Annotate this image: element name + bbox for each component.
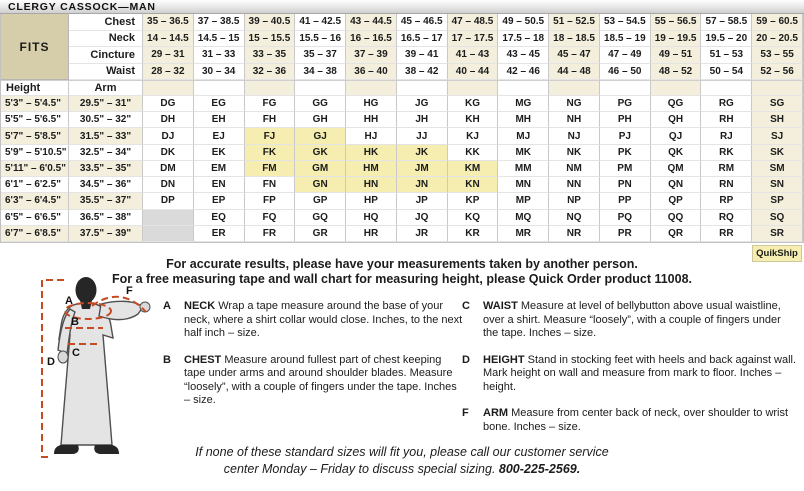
size-code-cell: QN — [651, 177, 702, 193]
fits-value-cell: 47 – 48.5 — [448, 14, 499, 31]
no-size-cell — [143, 226, 194, 242]
size-code-cell: EG — [194, 96, 245, 112]
size-code-cell: GN — [295, 177, 346, 193]
size-code-cell: EQ — [194, 210, 245, 226]
instructions-line-2: For a free measuring tape and wall chart for measuring height, please Quick Order product 11008. — [111, 272, 693, 286]
fits-value-cell: 15 – 15.5 — [245, 31, 296, 48]
empty-header-cell — [245, 80, 296, 96]
fits-value-cell: 43 – 44.5 — [346, 14, 397, 31]
height-range-cell: 6'7" – 6'8.5" — [1, 226, 69, 242]
measurement-text — [483, 300, 798, 341]
size-code-cell: PM — [600, 161, 651, 177]
fits-value-cell: 34 – 38 — [295, 64, 346, 81]
size-code-cell: PQ — [600, 210, 651, 226]
fits-value-cell: 19.5 – 20 — [701, 31, 752, 48]
fits-row-label: Neck — [69, 31, 143, 48]
arm-range-cell: 33.5" – 35" — [69, 161, 143, 177]
fits-value-cell: 16.5 – 17 — [397, 31, 448, 48]
fits-value-cell: 35 – 37 — [295, 47, 346, 64]
hand — [58, 351, 68, 363]
size-code-cell: HP — [346, 193, 397, 209]
size-code-cell: FP — [245, 193, 296, 209]
size-code-cell: HG — [346, 96, 397, 112]
size-code-cell: JP — [397, 193, 448, 209]
fits-value-cell: 15.5 – 16 — [295, 31, 346, 48]
fits-value-cell: 35 – 36.5 — [143, 14, 194, 31]
measurement-text — [483, 354, 798, 395]
figure-label-waist: C — [72, 347, 80, 359]
footnote-line-2-text: center Monday – Friday to discuss special sizing. — [223, 462, 499, 476]
size-code-cell: JK — [397, 145, 448, 161]
measurement-description: Measure around fullest part of chest keeping tape under arms and around shoulder blades. Measure “loosely”, with a couple of fingers under the tape. Inches – size. — [184, 353, 457, 406]
size-code-cell: SP — [752, 193, 803, 209]
size-code-cell: EP — [194, 193, 245, 209]
fits-value-cell: 43 – 45 — [498, 47, 549, 64]
height-range-cell: 5'7" – 5'8.5" — [1, 128, 69, 144]
phone-number: 800-225-2569. — [498, 462, 581, 476]
measurement-item — [462, 300, 798, 341]
fits-value-cell: 29 – 31 — [143, 47, 194, 64]
size-code-cell: RG — [701, 96, 752, 112]
measurement-letter: F — [462, 407, 469, 419]
size-code-cell: RQ — [701, 210, 752, 226]
fits-row-label: Waist — [69, 64, 143, 81]
size-code-cell: JN — [397, 177, 448, 193]
size-code-cell: PN — [600, 177, 651, 193]
size-code-cell: RM — [701, 161, 752, 177]
size-code-cell: RJ — [701, 128, 752, 144]
height-measure-line — [42, 280, 64, 457]
height-range-cell: 5'9" – 5'10.5" — [1, 145, 69, 161]
empty-header-cell — [143, 80, 194, 96]
size-code-cell: KQ — [448, 210, 499, 226]
empty-header-cell — [549, 80, 600, 96]
size-code-cell: JJ — [397, 128, 448, 144]
measurement-text — [483, 407, 798, 434]
size-code-cell: NP — [549, 193, 600, 209]
size-code-cell: JG — [397, 96, 448, 112]
neck — [80, 300, 92, 309]
height-range-cell: 6'5" – 6'6.5" — [1, 210, 69, 226]
arm-range-cell: 32.5" – 34" — [69, 145, 143, 161]
size-code-cell: NM — [549, 161, 600, 177]
size-code-cell: FJ — [245, 128, 296, 144]
measurement-definitions-right — [462, 300, 798, 447]
empty-header-cell — [701, 80, 752, 96]
size-code-cell: NN — [549, 177, 600, 193]
size-code-cell: JQ — [397, 210, 448, 226]
measurement-term: CHEST — [184, 353, 225, 366]
measurement-item — [462, 354, 798, 395]
size-code-cell: SR — [752, 226, 803, 242]
size-code-cell: QJ — [651, 128, 702, 144]
size-code-cell: SN — [752, 177, 803, 193]
size-code-cell: KK — [448, 145, 499, 161]
fits-value-cell: 28 – 32 — [143, 64, 194, 81]
fits-value-cell: 53 – 55 — [752, 47, 803, 64]
size-code-cell: GM — [295, 161, 346, 177]
size-code-cell: FH — [245, 112, 296, 128]
size-code-cell: MJ — [498, 128, 549, 144]
size-code-cell: ER — [194, 226, 245, 242]
size-code-cell: MR — [498, 226, 549, 242]
size-code-cell: FM — [245, 161, 296, 177]
fits-value-cell: 36 – 40 — [346, 64, 397, 81]
fits-value-cell: 41 – 42.5 — [295, 14, 346, 31]
fits-value-cell: 57 – 58.5 — [701, 14, 752, 31]
fits-value-cell: 38 – 42 — [397, 64, 448, 81]
size-code-cell: NH — [549, 112, 600, 128]
fits-value-cell: 55 – 56.5 — [651, 14, 702, 31]
size-code-cell: JH — [397, 112, 448, 128]
size-code-cell: QM — [651, 161, 702, 177]
size-code-cell: EM — [194, 161, 245, 177]
fits-value-cell: 45 – 46.5 — [397, 14, 448, 31]
fits-value-cell: 53 – 54.5 — [600, 14, 651, 31]
size-code-cell: EN — [194, 177, 245, 193]
quickship-label: QuikShip — [756, 248, 798, 259]
size-code-cell: NJ — [549, 128, 600, 144]
fits-value-cell: 32 – 36 — [245, 64, 296, 81]
instructions-line-1: For accurate results, please have your measurements taken by another person. — [166, 257, 638, 271]
empty-header-cell — [651, 80, 702, 96]
size-code-cell: QG — [651, 96, 702, 112]
size-code-cell: KG — [448, 96, 499, 112]
measurement-term: HEIGHT — [483, 353, 528, 366]
measurement-term: WAIST — [483, 300, 521, 312]
size-code-cell: RH — [701, 112, 752, 128]
size-code-cell: NK — [549, 145, 600, 161]
fits-value-cell: 51 – 52.5 — [549, 14, 600, 31]
fits-value-cell: 30 – 34 — [194, 64, 245, 81]
figure-label-arm: F — [126, 285, 133, 297]
size-code-cell: DK — [143, 145, 194, 161]
fits-row-label: Cincture — [69, 47, 143, 64]
size-code-cell: QH — [651, 112, 702, 128]
size-code-cell: GP — [295, 193, 346, 209]
size-code-cell: SQ — [752, 210, 803, 226]
size-code-cell: MN — [498, 177, 549, 193]
size-code-cell: PR — [600, 226, 651, 242]
size-code-cell: PH — [600, 112, 651, 128]
size-code-cell: DH — [143, 112, 194, 128]
size-code-cell: FQ — [245, 210, 296, 226]
fits-value-cell: 42 – 46 — [498, 64, 549, 81]
fits-value-cell: 51 – 53 — [701, 47, 752, 64]
empty-header-cell — [295, 80, 346, 96]
fits-value-cell: 45 – 47 — [549, 47, 600, 64]
fits-value-cell: 44 – 48 — [549, 64, 600, 81]
measurement-description: Measure from center back of neck, over shoulder to wrist bone. Inches – size. — [483, 407, 789, 433]
arm-range-cell: 30.5" – 32" — [69, 112, 143, 128]
fits-value-cell: 46 – 50 — [600, 64, 651, 81]
fits-value-cell: 47 – 49 — [600, 47, 651, 64]
size-code-cell: HK — [346, 145, 397, 161]
arm-range-cell: 31.5" – 33" — [69, 128, 143, 144]
size-code-cell: DP — [143, 193, 194, 209]
size-code-cell: NG — [549, 96, 600, 112]
size-code-cell: MH — [498, 112, 549, 128]
chart-title-bar — [0, 0, 804, 14]
measurement-description: Measure at level of bellybutton above usual waistline, over a shirt. Measure “loosely”, with a couple of fingers under the tape. Inches – size. — [483, 300, 781, 339]
size-code-cell: FN — [245, 177, 296, 193]
fits-value-cell: 18 – 18.5 — [549, 31, 600, 48]
size-code-cell: QR — [651, 226, 702, 242]
size-code-cell: KJ — [448, 128, 499, 144]
footnote-line-1: If none of these standard sizes will fit you, please call our customer service — [195, 445, 609, 459]
size-code-cell: JM — [397, 161, 448, 177]
fits-label: FITS — [1, 14, 69, 80]
size-code-cell: RR — [701, 226, 752, 242]
fits-value-cell: 31 – 33 — [194, 47, 245, 64]
footnote — [0, 444, 804, 478]
size-code-cell: KM — [448, 161, 499, 177]
height-range-cell: 6'1" – 6'2.5" — [1, 177, 69, 193]
arm-range-cell: 36.5" – 38" — [69, 210, 143, 226]
fits-value-cell: 49 – 50.5 — [498, 14, 549, 31]
empty-header-cell — [752, 80, 803, 96]
head — [76, 277, 97, 303]
fits-value-cell: 37 – 38.5 — [194, 14, 245, 31]
figure-label-chest: B — [71, 316, 79, 328]
size-code-cell: SH — [752, 112, 803, 128]
fits-value-cell: 48 – 52 — [651, 64, 702, 81]
size-code-cell: MG — [498, 96, 549, 112]
empty-header-cell — [397, 80, 448, 96]
size-code-cell: GR — [295, 226, 346, 242]
measurement-term: NECK — [184, 300, 219, 312]
measurement-description: Wrap a tape measure around the base of your neck, where a shirt collar would close. Inches, to the next half inch – size. — [184, 300, 463, 339]
size-code-cell: EK — [194, 145, 245, 161]
size-code-cell: HH — [346, 112, 397, 128]
size-code-cell: GG — [295, 96, 346, 112]
size-code-cell: MQ — [498, 210, 549, 226]
size-code-cell: SK — [752, 145, 803, 161]
size-code-cell: KN — [448, 177, 499, 193]
fits-value-cell: 18.5 – 19 — [600, 31, 651, 48]
fits-value-cell: 33 – 35 — [245, 47, 296, 64]
fits-value-cell: 39 – 41 — [397, 47, 448, 64]
fits-value-cell: 17 – 17.5 — [448, 31, 499, 48]
fits-value-cell: 40 – 44 — [448, 64, 499, 81]
footnote-line-2 — [0, 461, 804, 478]
fits-value-cell: 41 – 43 — [448, 47, 499, 64]
size-code-cell: GK — [295, 145, 346, 161]
size-code-cell: SM — [752, 161, 803, 177]
no-size-cell — [143, 210, 194, 226]
measurement-item — [163, 300, 463, 341]
size-code-cell: QK — [651, 145, 702, 161]
fits-value-cell: 59 – 60.5 — [752, 14, 803, 31]
fits-value-cell: 50 – 54 — [701, 64, 752, 81]
arm-range-cell: 37.5" – 39" — [69, 226, 143, 242]
size-code-cell: MM — [498, 161, 549, 177]
size-code-cell: DG — [143, 96, 194, 112]
size-code-cell: HQ — [346, 210, 397, 226]
size-code-cell: QP — [651, 193, 702, 209]
arm-column-header: Arm — [69, 80, 143, 96]
size-code-cell: GH — [295, 112, 346, 128]
empty-header-cell — [498, 80, 549, 96]
fits-value-cell: 16 – 16.5 — [346, 31, 397, 48]
size-code-cell: EH — [194, 112, 245, 128]
measurement-item — [163, 354, 463, 408]
measurement-letter: B — [163, 353, 171, 366]
fits-value-cell: 20 – 20.5 — [752, 31, 803, 48]
size-code-cell: HR — [346, 226, 397, 242]
fits-value-cell: 14.5 – 15 — [194, 31, 245, 48]
fits-value-cell: 14 – 14.5 — [143, 31, 194, 48]
size-code-cell: JR — [397, 226, 448, 242]
size-code-cell: FK — [245, 145, 296, 161]
size-code-cell: NQ — [549, 210, 600, 226]
size-code-cell: DM — [143, 161, 194, 177]
size-code-cell: NR — [549, 226, 600, 242]
size-code-cell: HN — [346, 177, 397, 193]
measurement-letter: D — [462, 353, 470, 366]
size-code-cell: RP — [701, 193, 752, 209]
empty-header-cell — [194, 80, 245, 96]
chart-title: CLERGY CASSOCK—MAN — [8, 0, 156, 13]
fits-value-cell: 19 – 19.5 — [651, 31, 702, 48]
size-code-cell: RN — [701, 177, 752, 193]
size-code-cell: PK — [600, 145, 651, 161]
measurement-description: Stand in stocking feet with heels and back against wall. Mark height on wall and measure from mark to floor. Inches – height. — [483, 353, 797, 393]
empty-header-cell — [600, 80, 651, 96]
size-code-cell: FR — [245, 226, 296, 242]
size-grid — [0, 96, 804, 243]
arm-range-cell: 29.5" – 31" — [69, 96, 143, 112]
size-code-cell: SJ — [752, 128, 803, 144]
size-code-cell: RK — [701, 145, 752, 161]
height-range-cell: 6'3" – 6'4.5" — [1, 193, 69, 209]
size-code-cell: PJ — [600, 128, 651, 144]
height-range-cell: 5'5" – 5'6.5" — [1, 112, 69, 128]
size-code-cell: PG — [600, 96, 651, 112]
size-code-cell: DN — [143, 177, 194, 193]
figure-label-height: D — [47, 356, 55, 368]
arm-range-cell: 34.5" – 36" — [69, 177, 143, 193]
measurement-text — [184, 354, 463, 408]
measurement-letter: C — [462, 300, 470, 312]
size-code-cell: KP — [448, 193, 499, 209]
empty-header-cell — [448, 80, 499, 96]
size-code-cell: KH — [448, 112, 499, 128]
figure-label-neck: A — [65, 295, 73, 307]
fits-value-cell: 52 – 56 — [752, 64, 803, 81]
measurement-text — [184, 300, 463, 341]
size-code-cell: EJ — [194, 128, 245, 144]
fits-grid — [0, 14, 804, 96]
size-code-cell: KR — [448, 226, 499, 242]
fits-value-cell: 17.5 – 18 — [498, 31, 549, 48]
size-code-cell: SG — [752, 96, 803, 112]
size-code-cell: QQ — [651, 210, 702, 226]
size-code-cell: HM — [346, 161, 397, 177]
measurement-letter: A — [163, 300, 171, 312]
size-code-cell: DJ — [143, 128, 194, 144]
size-code-cell: HJ — [346, 128, 397, 144]
fits-value-cell: 39 – 40.5 — [245, 14, 296, 31]
fits-value-cell: 37 – 39 — [346, 47, 397, 64]
size-code-cell: FG — [245, 96, 296, 112]
fits-row-label: Chest — [69, 14, 143, 31]
height-column-header: Height — [1, 80, 69, 96]
size-code-cell: MK — [498, 145, 549, 161]
arm-range-cell: 35.5" – 37" — [69, 193, 143, 209]
size-code-cell: GQ — [295, 210, 346, 226]
size-code-cell: GJ — [295, 128, 346, 144]
size-code-cell: MP — [498, 193, 549, 209]
measurement-definitions-left — [163, 300, 463, 421]
size-code-cell: PP — [600, 193, 651, 209]
empty-header-cell — [346, 80, 397, 96]
measurement-item — [462, 407, 798, 434]
height-range-cell: 5'3" – 5'4.5" — [1, 96, 69, 112]
fits-value-cell: 49 – 51 — [651, 47, 702, 64]
measurement-term: ARM — [483, 407, 512, 419]
height-range-cell: 5'11" – 6'0.5" — [1, 161, 69, 177]
